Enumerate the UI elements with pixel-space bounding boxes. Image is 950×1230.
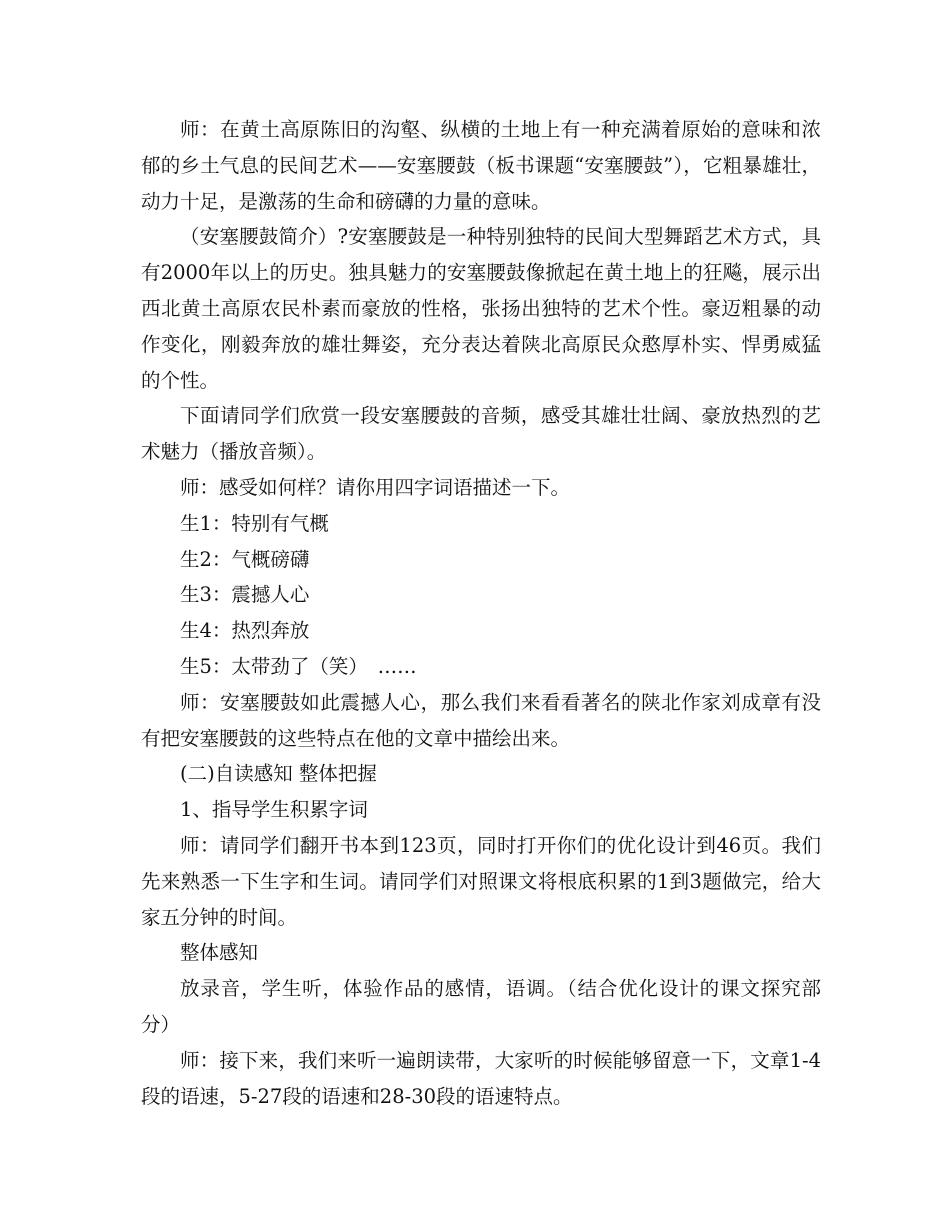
paragraph-teacher-author: 师：安塞腰鼓如此震撼人心，那么我们来看看著名的陕北作家刘成章有没有把安塞腰鼓的这些特点在他的文章中描绘出来。 bbox=[141, 690, 821, 750]
paragraph-intro: 师：在黄土高原陈旧的沟壑、纵横的土地上有一种充满着原始的意味和浓郁的乡土气息的民间艺术——安塞腰鼓（板书课题“安塞腰鼓”），它粗暴雄壮，动力十足，是激荡的生命和磅礴的力量的意味。 bbox=[141, 118, 821, 213]
subheading-vocabulary: 1、指导学生积累字词 bbox=[180, 798, 368, 822]
paragraph-student-3: 生3：震撼人心 bbox=[180, 583, 310, 607]
paragraph-textbook-instructions: 师：请同学们翻开书本到123页，同时打开你们的优化设计到46页。我们先来熟悉一下生字和生词。请同学们对照课文将根底积累的1到3题做完，给大家五分钟的时间。 bbox=[141, 833, 821, 929]
paragraph-student-1: 生1：特别有气概 bbox=[180, 511, 329, 535]
paragraph-ansai-drum-intro: （安塞腰鼓简介）?安塞腰鼓是一种特别独特的民间大型舞蹈艺术方式，具有2000年以上的历史。独具魅力的安塞腰鼓像掀起在黄土地上的狂飚，展示出西北黄土高原农民朴素而豪放的性格，张扬出独特的艺术个性。豪迈粗暴的动作变化，刚毅奔放的雄壮舞姿，充分表达着陕北高原民众憨厚朴实、悍勇威猛的个性。 bbox=[141, 225, 821, 392]
paragraph-student-4: 生4：热烈奔放 bbox=[180, 619, 310, 643]
paragraph-recording: 放录音，学生听，体验作品的感情，语调。（结合优化设计的课文探究部分） bbox=[141, 977, 821, 1036]
paragraph-listen-audio: 下面请同学们欣赏一段安塞腰鼓的音频，感受其雄壮壮阔、豪放热烈的艺术魅力（播放音频）。 bbox=[141, 404, 821, 464]
paragraph-student-2: 生2：气概磅礴 bbox=[180, 547, 310, 571]
paragraph-student-5: 生5：太带劲了（笑） …… bbox=[180, 654, 417, 678]
section-heading-self-reading: (二)自读感知 整体把握 bbox=[180, 762, 377, 786]
subheading-overall-perception: 整体感知 bbox=[180, 941, 259, 965]
paragraph-reading-tape: 师：接下来，我们来听一遍朗读带，大家听的时候能够留意一下，文章1-4段的语速，5-27段的语速和28-30段的语速特点。 bbox=[141, 1048, 821, 1108]
paragraph-teacher-question: 师：感受如何样？请你用四字词语描述一下。 bbox=[180, 475, 571, 499]
document-body bbox=[141, 112, 821, 1114]
